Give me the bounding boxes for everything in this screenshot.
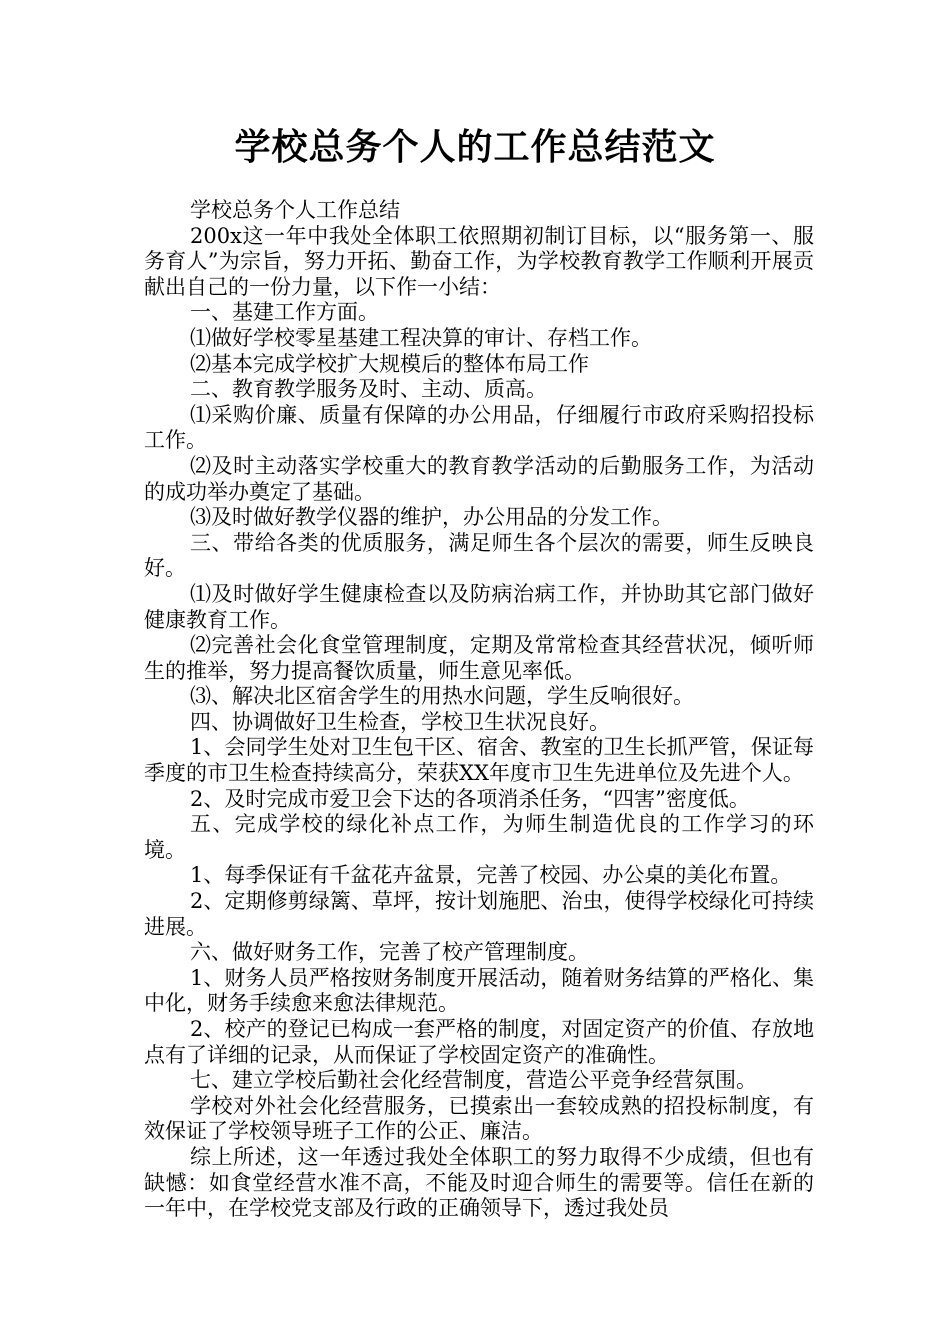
section-heading-7: 七、建立学校后勤社会化经营制度，营造公平竞争经营氛围。 xyxy=(190,1068,757,1093)
section-heading-6: 六、做好财务工作，完善了校产管理制度。 xyxy=(190,940,589,965)
paragraph: 2、及时完成市爱卫会下达的各项消杀任务，“四害”密度低。 xyxy=(190,786,750,811)
section-heading-5: 五、完成学校的绿化补点工作，为师生制造优良的工作学习的环境。 xyxy=(144,812,814,862)
paragraph: 学校对外社会化经营服务，已摸索出一套较成熟的招投标制度，有效保证了学校领导班子工作的公正、廉洁。 xyxy=(144,1093,814,1144)
paragraph: 2、定期修剪绿篱、草坪，按计划施肥、治虫，使得学校绿化可持续进展。 xyxy=(144,889,814,939)
paragraph-intro: 200x这一年中我处全体职工依照期初制订目标，以“服务第一、服务育人”为宗旨，努力开拓、勤奋工作，为学校教育教学工作顺利开展贡献出自己的一份力量，以下作一小结： xyxy=(144,223,814,299)
paragraph: 2、校产的登记已构成一套严格的制度，对固定资产的价值、存放地点有了详细的记录，从而保证了学校固定资产的准确性。 xyxy=(144,1017,814,1067)
paragraph: ⑵完善社会化食堂管理制度，定期及常常检查其经营状况，倾听师生的推举，努力提高餐饮质量，师生意见率低。 xyxy=(144,633,814,683)
paragraph: ⑴及时做好学生健康检查以及防病治病工作，并协助其它部门做好健康教育工作。 xyxy=(144,581,814,632)
document-body xyxy=(144,198,814,1222)
paragraph: ⑵及时主动落实学校重大的教育教学活动的后勤服务工作，为活动的成功举办奠定了基础。 xyxy=(144,453,814,504)
section-heading-4: 四、协调做好卫生检查，学校卫生状况良好。 xyxy=(190,709,610,734)
paragraph: ⑴做好学校零星基建工程决算的审计、存档工作。 xyxy=(190,325,652,350)
section-heading-1: 一、基建工作方面。 xyxy=(190,300,379,325)
paragraph: ⑴采购价廉、质量有保障的办公用品，仔细履行市政府采购招投标工作。 xyxy=(144,402,814,453)
document-title: 学校总务个人的工作总结范文 xyxy=(234,127,716,168)
paragraph: 1、每季保证有千盆花卉盆景，完善了校园、办公桌的美化布置。 xyxy=(190,863,792,888)
section-heading-3: 三、带给各类的优质服务，满足师生各个层次的需要，师生反映良好。 xyxy=(144,530,814,581)
paragraph-conclusion: 综上所述，这一年透过我处全体职工的努力取得不少成绩，但也有缺憾：如食堂经营水准不高，不能及时迎合师生的需要等。信任在新的一年中，在学校党支部及行政的正确领导下，透过我处员 xyxy=(144,1144,814,1221)
paragraph-subtitle: 学校总务个人工作总结 xyxy=(190,198,400,222)
section-heading-2: 二、教育教学服务及时、主动、质高。 xyxy=(190,377,547,402)
paragraph: ⑶及时做好教学仪器的维护，办公用品的分发工作。 xyxy=(190,505,673,530)
paragraph: ⑶、解决北区宿舍学生的用热水问题，学生反响很好。 xyxy=(190,684,694,709)
paragraph: ⑵基本完成学校扩大规模后的整体布局工作 xyxy=(190,351,589,376)
paragraph: 1、会同学生处对卫生包干区、宿舍、教室的卫生长抓严管，保证每季度的市卫生检查持续高分，荣获XX年度市卫生先进单位及先进个人。 xyxy=(144,735,814,786)
paragraph: 1、财务人员严格按财务制度开展活动，随着财务结算的严格化、集中化，财务手续愈来愈法律规范。 xyxy=(144,965,814,1016)
